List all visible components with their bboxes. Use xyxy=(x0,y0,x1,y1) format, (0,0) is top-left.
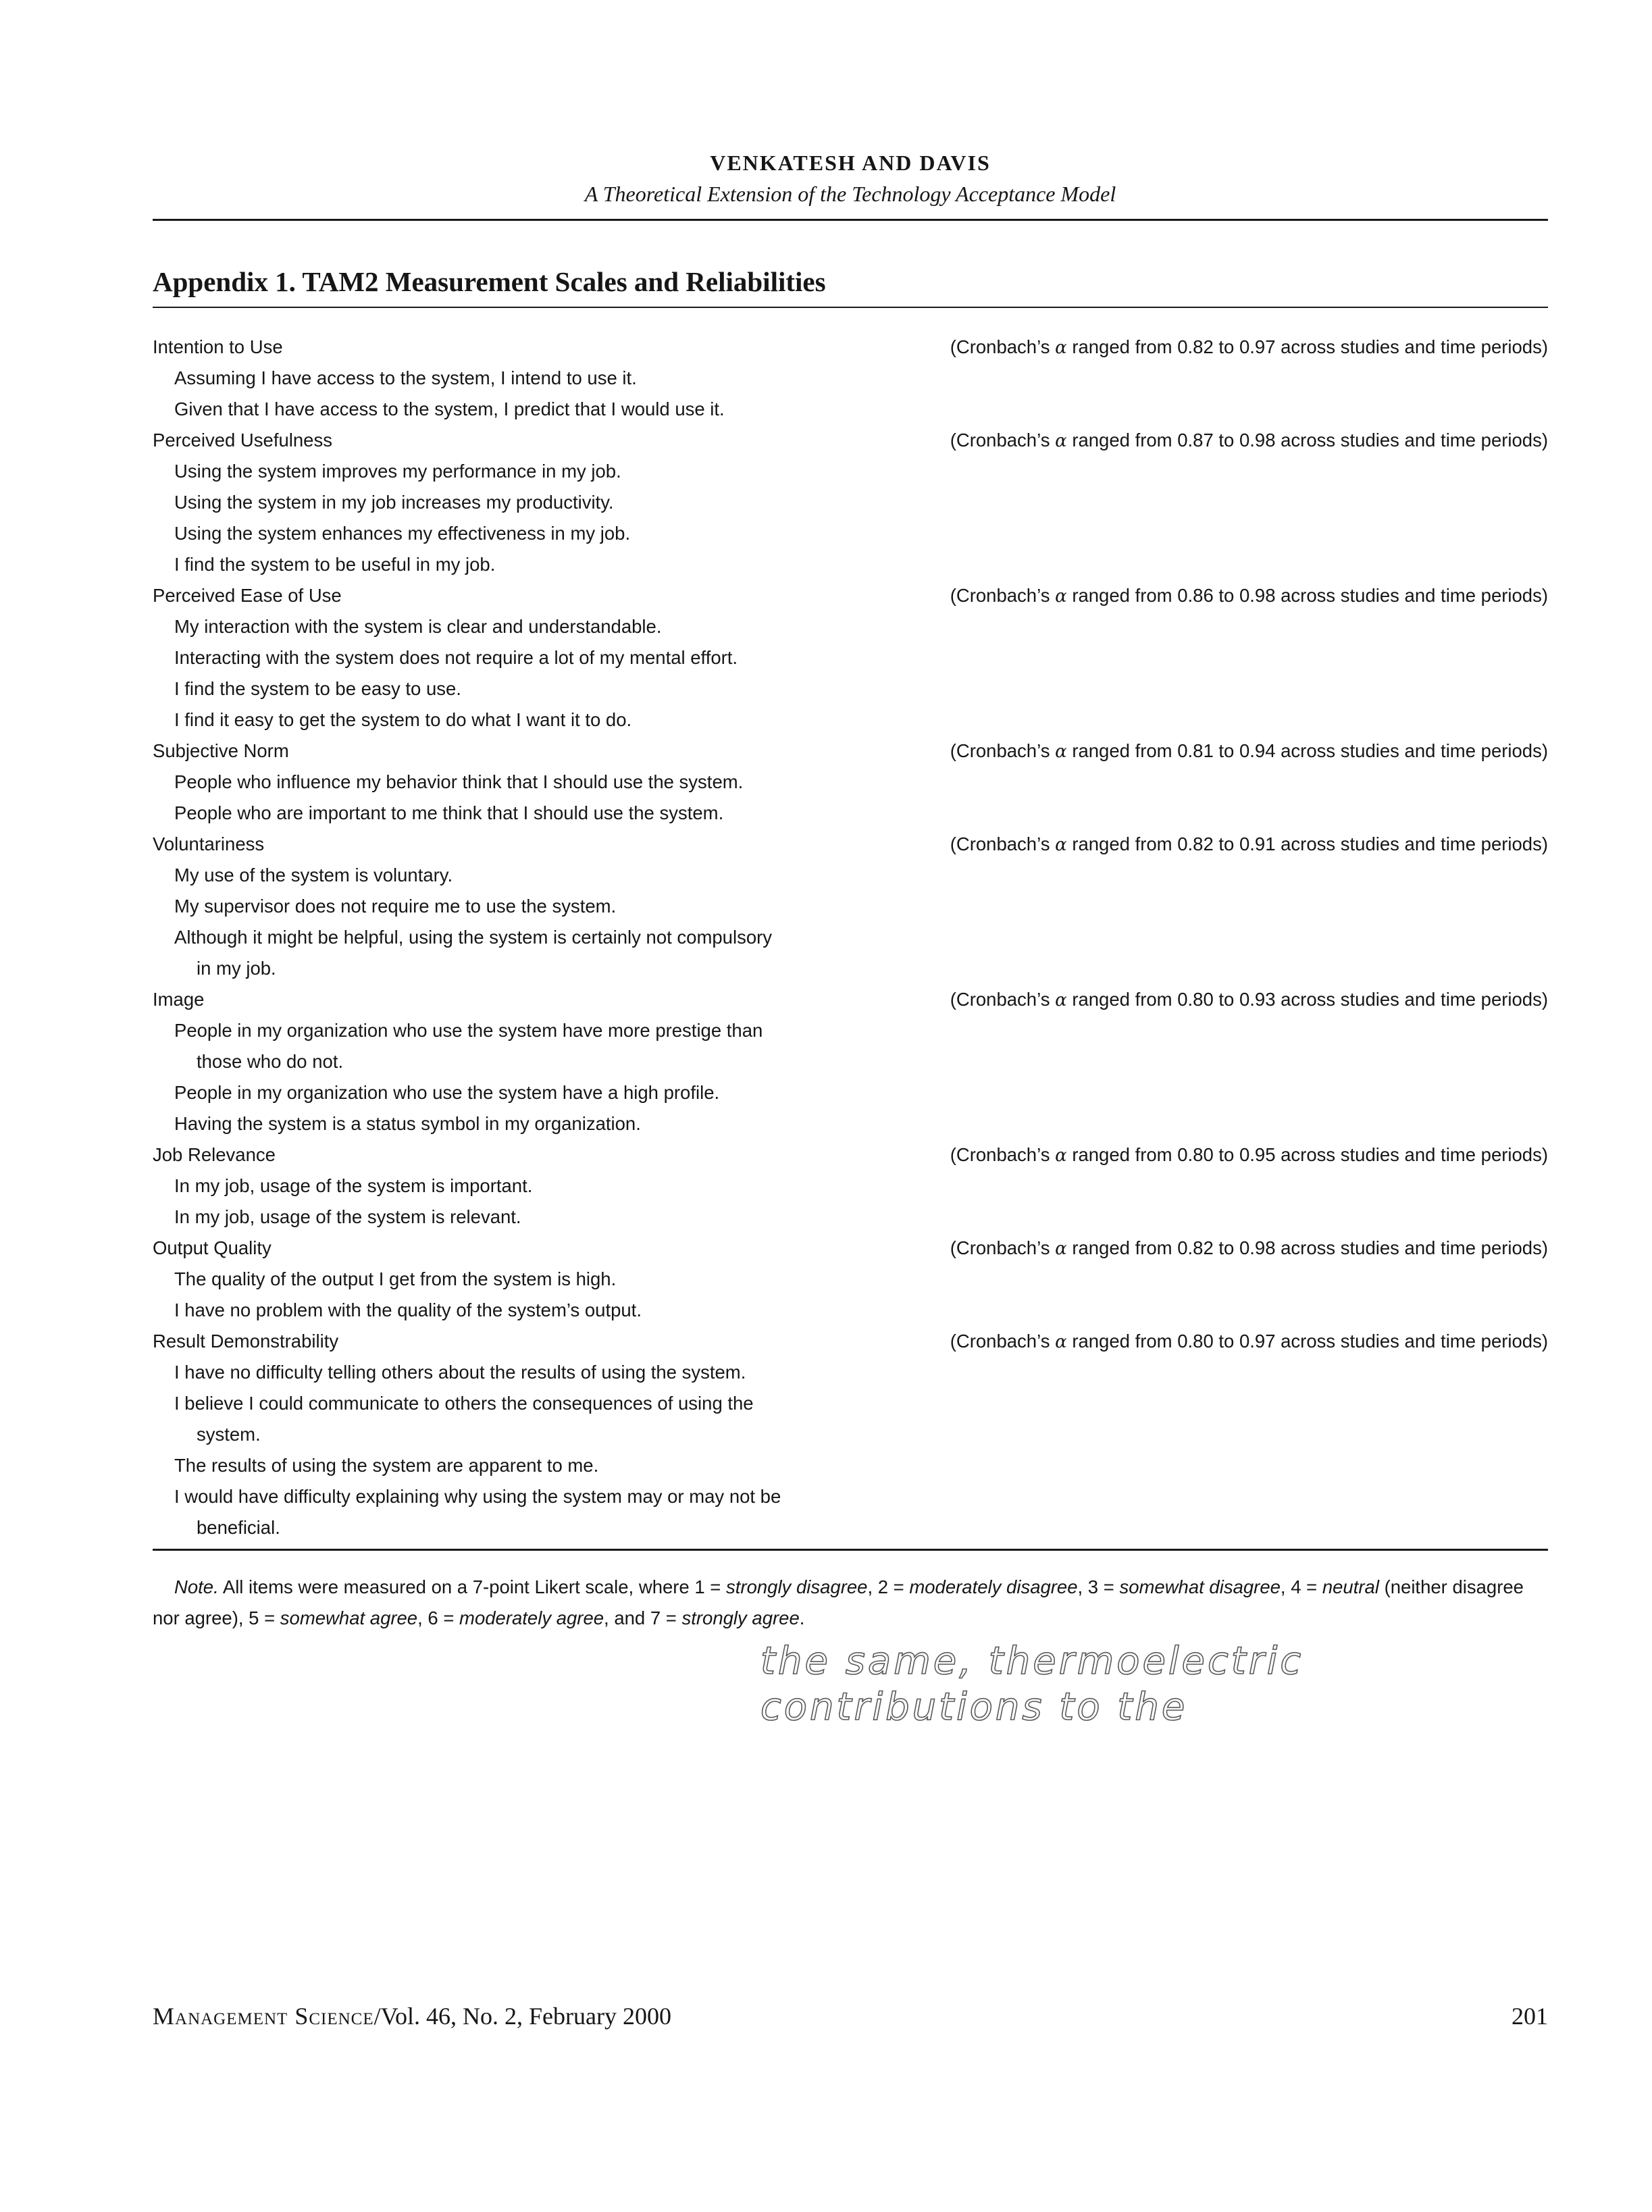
construct-row xyxy=(153,984,1548,1015)
construct-row xyxy=(153,332,1548,363)
handwritten-annotation xyxy=(756,1633,1405,1734)
note-text: , 6 = xyxy=(417,1607,460,1628)
scale-item: I have no problem with the quality of the system’s output. xyxy=(174,1300,642,1320)
note-scale-1: strongly disagree xyxy=(726,1576,868,1597)
reliability-note xyxy=(950,1139,1548,1171)
construct-name: Perceived Usefulness xyxy=(153,430,332,451)
scale-item: Assuming I have access to the system, I intend to use it. xyxy=(174,367,637,388)
construct-row xyxy=(153,1233,1548,1264)
reliability-range: ranged from 0.80 to 0.95 across studies and time periods) xyxy=(1072,1144,1548,1165)
scale-item: My interaction with the system is clear and understandable. xyxy=(174,616,662,637)
scale-item: Using the system in my job increases my productivity. xyxy=(174,492,614,513)
alpha-symbol: α xyxy=(1055,1146,1067,1166)
alpha-symbol: α xyxy=(1055,742,1067,762)
construct-row xyxy=(153,736,1548,767)
scale-item-continuation: in my job. xyxy=(197,958,276,979)
scale-item: People who influence my behavior think that I should use the system. xyxy=(174,771,744,792)
note-text: All items were measured on a 7-point Likert scale, where 1 = xyxy=(218,1576,727,1597)
construct-row xyxy=(153,580,1548,611)
scale-item: In my job, usage of the system is important. xyxy=(174,1175,533,1196)
scale-item: I would have difficulty explaining why using the system may or may not be xyxy=(174,1486,781,1507)
running-header-title: A Theoretical Extension of the Technology Acceptance Model xyxy=(584,182,1116,206)
scale-item: People in my organization who use the system have a high profile. xyxy=(174,1082,720,1103)
header-rule xyxy=(153,219,1548,221)
reliability-note xyxy=(950,736,1548,767)
reliability-note xyxy=(950,1326,1548,1358)
reliability-range: ranged from 0.82 to 0.98 across studies and time periods) xyxy=(1072,1237,1548,1258)
note-text: , 4 = xyxy=(1280,1576,1322,1597)
scale-item: My use of the system is voluntary. xyxy=(174,865,453,885)
construct-name: Job Relevance xyxy=(153,1144,276,1165)
reliability-prefix: (Cronbach’s xyxy=(950,1237,1050,1258)
footer-citation xyxy=(153,1999,671,2033)
reliability-prefix: (Cronbach’s xyxy=(950,740,1050,761)
reliability-range: ranged from 0.82 to 0.97 across studies and time periods) xyxy=(1072,336,1548,357)
construct-name: Voluntariness xyxy=(153,833,265,854)
construct-name: Image xyxy=(153,989,205,1010)
reliability-note xyxy=(950,829,1548,860)
scale-item: Having the system is a status symbol in my organization. xyxy=(174,1113,641,1134)
note-text: (neither disagree nor agree), 5 = xyxy=(153,1576,1524,1628)
table-note xyxy=(153,1572,1548,1634)
scale-item: People who are important to me think that I should use the system. xyxy=(174,802,724,823)
scale-item: In my job, usage of the system is relevant. xyxy=(174,1206,521,1227)
scale-item: Using the system improves my performance in my job. xyxy=(174,461,621,482)
reliability-range: ranged from 0.80 to 0.97 across studies and time periods) xyxy=(1072,1331,1548,1352)
page-number: 201 xyxy=(1512,2003,1548,2030)
measurement-scales xyxy=(153,332,1548,1543)
scale-item: Although it might be helpful, using the system is certainly not compulsory xyxy=(174,927,773,948)
scale-item: I believe I could communicate to others the consequences of using the xyxy=(174,1393,754,1414)
reliability-prefix: (Cronbach’s xyxy=(950,989,1050,1010)
running-header xyxy=(153,147,1548,209)
reliability-note xyxy=(950,580,1548,612)
construct-row xyxy=(153,829,1548,860)
note-scale-7: strongly agree xyxy=(681,1607,800,1628)
reliability-range: ranged from 0.87 to 0.98 across studies and time periods) xyxy=(1072,430,1548,451)
scale-item: The quality of the output I get from the system is high. xyxy=(174,1268,617,1289)
note-text: , 2 = xyxy=(867,1576,910,1597)
alpha-symbol: α xyxy=(1055,1332,1067,1352)
running-header-authors: VENKATESH AND DAVIS xyxy=(710,151,991,175)
note-text: , 3 = xyxy=(1077,1576,1120,1597)
note-text: , and 7 = xyxy=(604,1607,682,1628)
scale-item: I find the system to be useful in my job. xyxy=(174,554,496,575)
footer-issue: /Vol. 46, No. 2, February 2000 xyxy=(373,2003,671,2030)
alpha-symbol: α xyxy=(1055,338,1067,358)
scale-item: The results of using the system are apparent to me. xyxy=(174,1455,599,1476)
handwriting-line-2: contributions to the xyxy=(760,1685,1188,1729)
scale-item: People in my organization who use the system have more prestige than xyxy=(174,1020,763,1041)
scale-item-continuation: beneficial. xyxy=(197,1517,280,1538)
reliability-range: ranged from 0.86 to 0.98 across studies and time periods) xyxy=(1072,585,1548,606)
reliability-prefix: (Cronbach’s xyxy=(950,833,1050,854)
scale-item: I find the system to be easy to use. xyxy=(174,678,461,699)
construct-name: Intention to Use xyxy=(153,336,283,357)
note-scale-5: somewhat agree xyxy=(280,1607,418,1628)
appendix-title: Appendix 1. TAM2 Measurement Scales and Reliabilities xyxy=(153,266,826,297)
reliability-note xyxy=(950,425,1548,457)
reliability-prefix: (Cronbach’s xyxy=(950,336,1050,357)
reliability-range: ranged from 0.82 to 0.91 across studies and time periods) xyxy=(1072,833,1548,854)
scale-item-continuation: system. xyxy=(197,1424,261,1445)
appendix-title-rule xyxy=(153,307,1548,308)
note-scale-3: somewhat disagree xyxy=(1119,1576,1281,1597)
alpha-symbol: α xyxy=(1055,1239,1067,1259)
handwriting-line-1: the same, thermoelectric xyxy=(760,1639,1304,1683)
reliability-prefix: (Cronbach’s xyxy=(950,430,1050,451)
scale-item: Using the system enhances my effectiveness in my job. xyxy=(174,523,631,544)
construct-row xyxy=(153,1326,1548,1357)
construct-row xyxy=(153,1139,1548,1171)
scale-item: Interacting with the system does not require a lot of my mental effort. xyxy=(174,647,738,668)
reliability-note xyxy=(950,1233,1548,1264)
reliability-note xyxy=(950,984,1548,1016)
scale-item: My supervisor does not require me to use the system. xyxy=(174,896,617,917)
scale-item-continuation: those who do not. xyxy=(197,1051,344,1072)
construct-row xyxy=(153,425,1548,456)
reliability-prefix: (Cronbach’s xyxy=(950,1331,1050,1352)
note-scale-4: neutral xyxy=(1322,1576,1379,1597)
reliability-prefix: (Cronbach’s xyxy=(950,1144,1050,1165)
construct-name: Subjective Norm xyxy=(153,740,289,761)
alpha-symbol: α xyxy=(1055,835,1067,855)
reliability-prefix: (Cronbach’s xyxy=(950,585,1050,606)
construct-name: Output Quality xyxy=(153,1237,272,1258)
note-scale-6: moderately agree xyxy=(459,1607,604,1628)
note-scale-2: moderately disagree xyxy=(909,1576,1078,1597)
alpha-symbol: α xyxy=(1055,586,1067,607)
footer-journal-name: Management Science xyxy=(153,2003,374,2030)
construct-name: Result Demonstrability xyxy=(153,1331,339,1352)
reliability-note xyxy=(950,332,1548,363)
note-label: Note. xyxy=(174,1576,219,1597)
construct-name: Perceived Ease of Use xyxy=(153,585,342,606)
table-bottom-rule xyxy=(153,1549,1548,1551)
reliability-range: ranged from 0.80 to 0.93 across studies and time periods) xyxy=(1072,989,1548,1010)
scale-item: Given that I have access to the system, I predict that I would use it. xyxy=(174,398,725,419)
scale-item: I have no difficulty telling others about the results of using the system. xyxy=(174,1362,746,1383)
alpha-symbol: α xyxy=(1055,431,1067,451)
alpha-symbol: α xyxy=(1055,990,1067,1010)
reliability-range: ranged from 0.81 to 0.94 across studies and time periods) xyxy=(1072,740,1548,761)
note-text: . xyxy=(799,1607,805,1628)
scale-item: I find it easy to get the system to do what I want it to do. xyxy=(174,709,632,730)
